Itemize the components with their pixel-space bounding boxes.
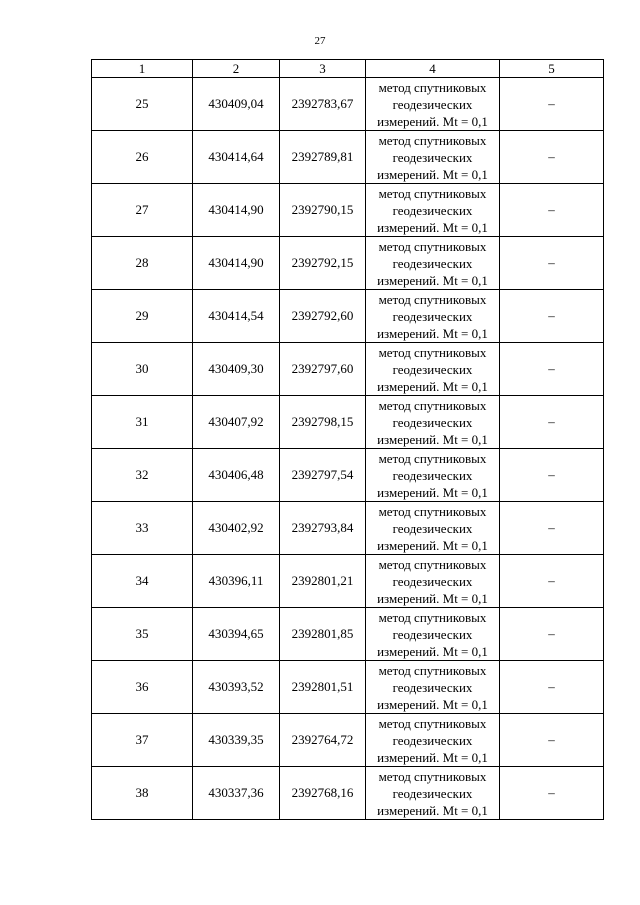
point-number-cell: 37 (92, 714, 193, 767)
y-coordinate-cell: 2392792,15 (280, 237, 366, 290)
column-header-4: 4 (366, 60, 500, 78)
x-coordinate-cell: 430414,90 (193, 184, 280, 237)
column-header-3: 3 (280, 60, 366, 78)
table-row (92, 608, 604, 661)
method-cell: метод спутниковых геодезических измерений. Mt = 0,1 (366, 343, 500, 396)
method-cell: метод спутниковых геодезических измерений. Mt = 0,1 (366, 237, 500, 290)
method-cell: метод спутниковых геодезических измерений. Mt = 0,1 (366, 555, 500, 608)
table-header-row (92, 60, 604, 78)
method-cell: метод спутниковых геодезических измерений. Mt = 0,1 (366, 449, 500, 502)
table-row (92, 767, 604, 820)
y-coordinate-cell: 2392801,51 (280, 661, 366, 714)
table-row (92, 714, 604, 767)
point-number-cell: 27 (92, 184, 193, 237)
method-cell: метод спутниковых геодезических измерений. Mt = 0,1 (366, 290, 500, 343)
x-coordinate-cell: 430339,35 (193, 714, 280, 767)
x-coordinate-cell: 430402,92 (193, 502, 280, 555)
point-number-cell: 30 (92, 343, 193, 396)
note-cell: – (500, 608, 604, 661)
method-cell: метод спутниковых геодезических измерений. Mt = 0,1 (366, 131, 500, 184)
x-coordinate-cell: 430407,92 (193, 396, 280, 449)
method-cell: метод спутниковых геодезических измерений. Mt = 0,1 (366, 184, 500, 237)
note-cell: – (500, 184, 604, 237)
table-row (92, 449, 604, 502)
point-number-cell: 38 (92, 767, 193, 820)
table-row (92, 78, 604, 131)
point-number-cell: 31 (92, 396, 193, 449)
y-coordinate-cell: 2392797,60 (280, 343, 366, 396)
y-coordinate-cell: 2392801,21 (280, 555, 366, 608)
x-coordinate-cell: 430396,11 (193, 555, 280, 608)
table-row (92, 555, 604, 608)
y-coordinate-cell: 2392801,85 (280, 608, 366, 661)
table-body (92, 78, 604, 820)
point-number-cell: 25 (92, 78, 193, 131)
note-cell: – (500, 237, 604, 290)
page-number: 27 (314, 35, 326, 47)
y-coordinate-cell: 2392792,60 (280, 290, 366, 343)
point-number-cell: 34 (92, 555, 193, 608)
point-number-cell: 32 (92, 449, 193, 502)
x-coordinate-cell: 430409,04 (193, 78, 280, 131)
x-coordinate-cell: 430409,30 (193, 343, 280, 396)
method-cell: метод спутниковых геодезических измерений. Mt = 0,1 (366, 608, 500, 661)
y-coordinate-cell: 2392768,16 (280, 767, 366, 820)
method-cell: метод спутниковых геодезических измерений. Mt = 0,1 (366, 396, 500, 449)
column-header-2: 2 (193, 60, 280, 78)
table-row (92, 661, 604, 714)
note-cell: – (500, 661, 604, 714)
method-cell: метод спутниковых геодезических измерений. Mt = 0,1 (366, 767, 500, 820)
note-cell: – (500, 78, 604, 131)
x-coordinate-cell: 430394,65 (193, 608, 280, 661)
table-row (92, 131, 604, 184)
note-cell: – (500, 343, 604, 396)
y-coordinate-cell: 2392797,54 (280, 449, 366, 502)
x-coordinate-cell: 430406,48 (193, 449, 280, 502)
note-cell: – (500, 555, 604, 608)
point-number-cell: 35 (92, 608, 193, 661)
x-coordinate-cell: 430393,52 (193, 661, 280, 714)
table-row (92, 184, 604, 237)
y-coordinate-cell: 2392764,72 (280, 714, 366, 767)
point-number-cell: 29 (92, 290, 193, 343)
method-cell: метод спутниковых геодезических измерений. Mt = 0,1 (366, 714, 500, 767)
y-coordinate-cell: 2392790,15 (280, 184, 366, 237)
note-cell: – (500, 502, 604, 555)
table-row (92, 343, 604, 396)
point-number-cell: 26 (92, 131, 193, 184)
table-row (92, 396, 604, 449)
table-row (92, 290, 604, 343)
y-coordinate-cell: 2392783,67 (280, 78, 366, 131)
y-coordinate-cell: 2392789,81 (280, 131, 366, 184)
point-number-cell: 33 (92, 502, 193, 555)
point-number-cell: 28 (92, 237, 193, 290)
note-cell: – (500, 714, 604, 767)
x-coordinate-cell: 430337,36 (193, 767, 280, 820)
method-cell: метод спутниковых геодезических измерений. Mt = 0,1 (366, 78, 500, 131)
note-cell: – (500, 396, 604, 449)
note-cell: – (500, 449, 604, 502)
coordinates-table (91, 59, 604, 820)
y-coordinate-cell: 2392793,84 (280, 502, 366, 555)
table-row (92, 237, 604, 290)
column-header-1: 1 (92, 60, 193, 78)
method-cell: метод спутниковых геодезических измерений. Mt = 0,1 (366, 661, 500, 714)
column-header-5: 5 (500, 60, 604, 78)
note-cell: – (500, 290, 604, 343)
table-row (92, 502, 604, 555)
x-coordinate-cell: 430414,64 (193, 131, 280, 184)
x-coordinate-cell: 430414,90 (193, 237, 280, 290)
note-cell: – (500, 131, 604, 184)
note-cell: – (500, 767, 604, 820)
method-cell: метод спутниковых геодезических измерений. Mt = 0,1 (366, 502, 500, 555)
y-coordinate-cell: 2392798,15 (280, 396, 366, 449)
x-coordinate-cell: 430414,54 (193, 290, 280, 343)
point-number-cell: 36 (92, 661, 193, 714)
